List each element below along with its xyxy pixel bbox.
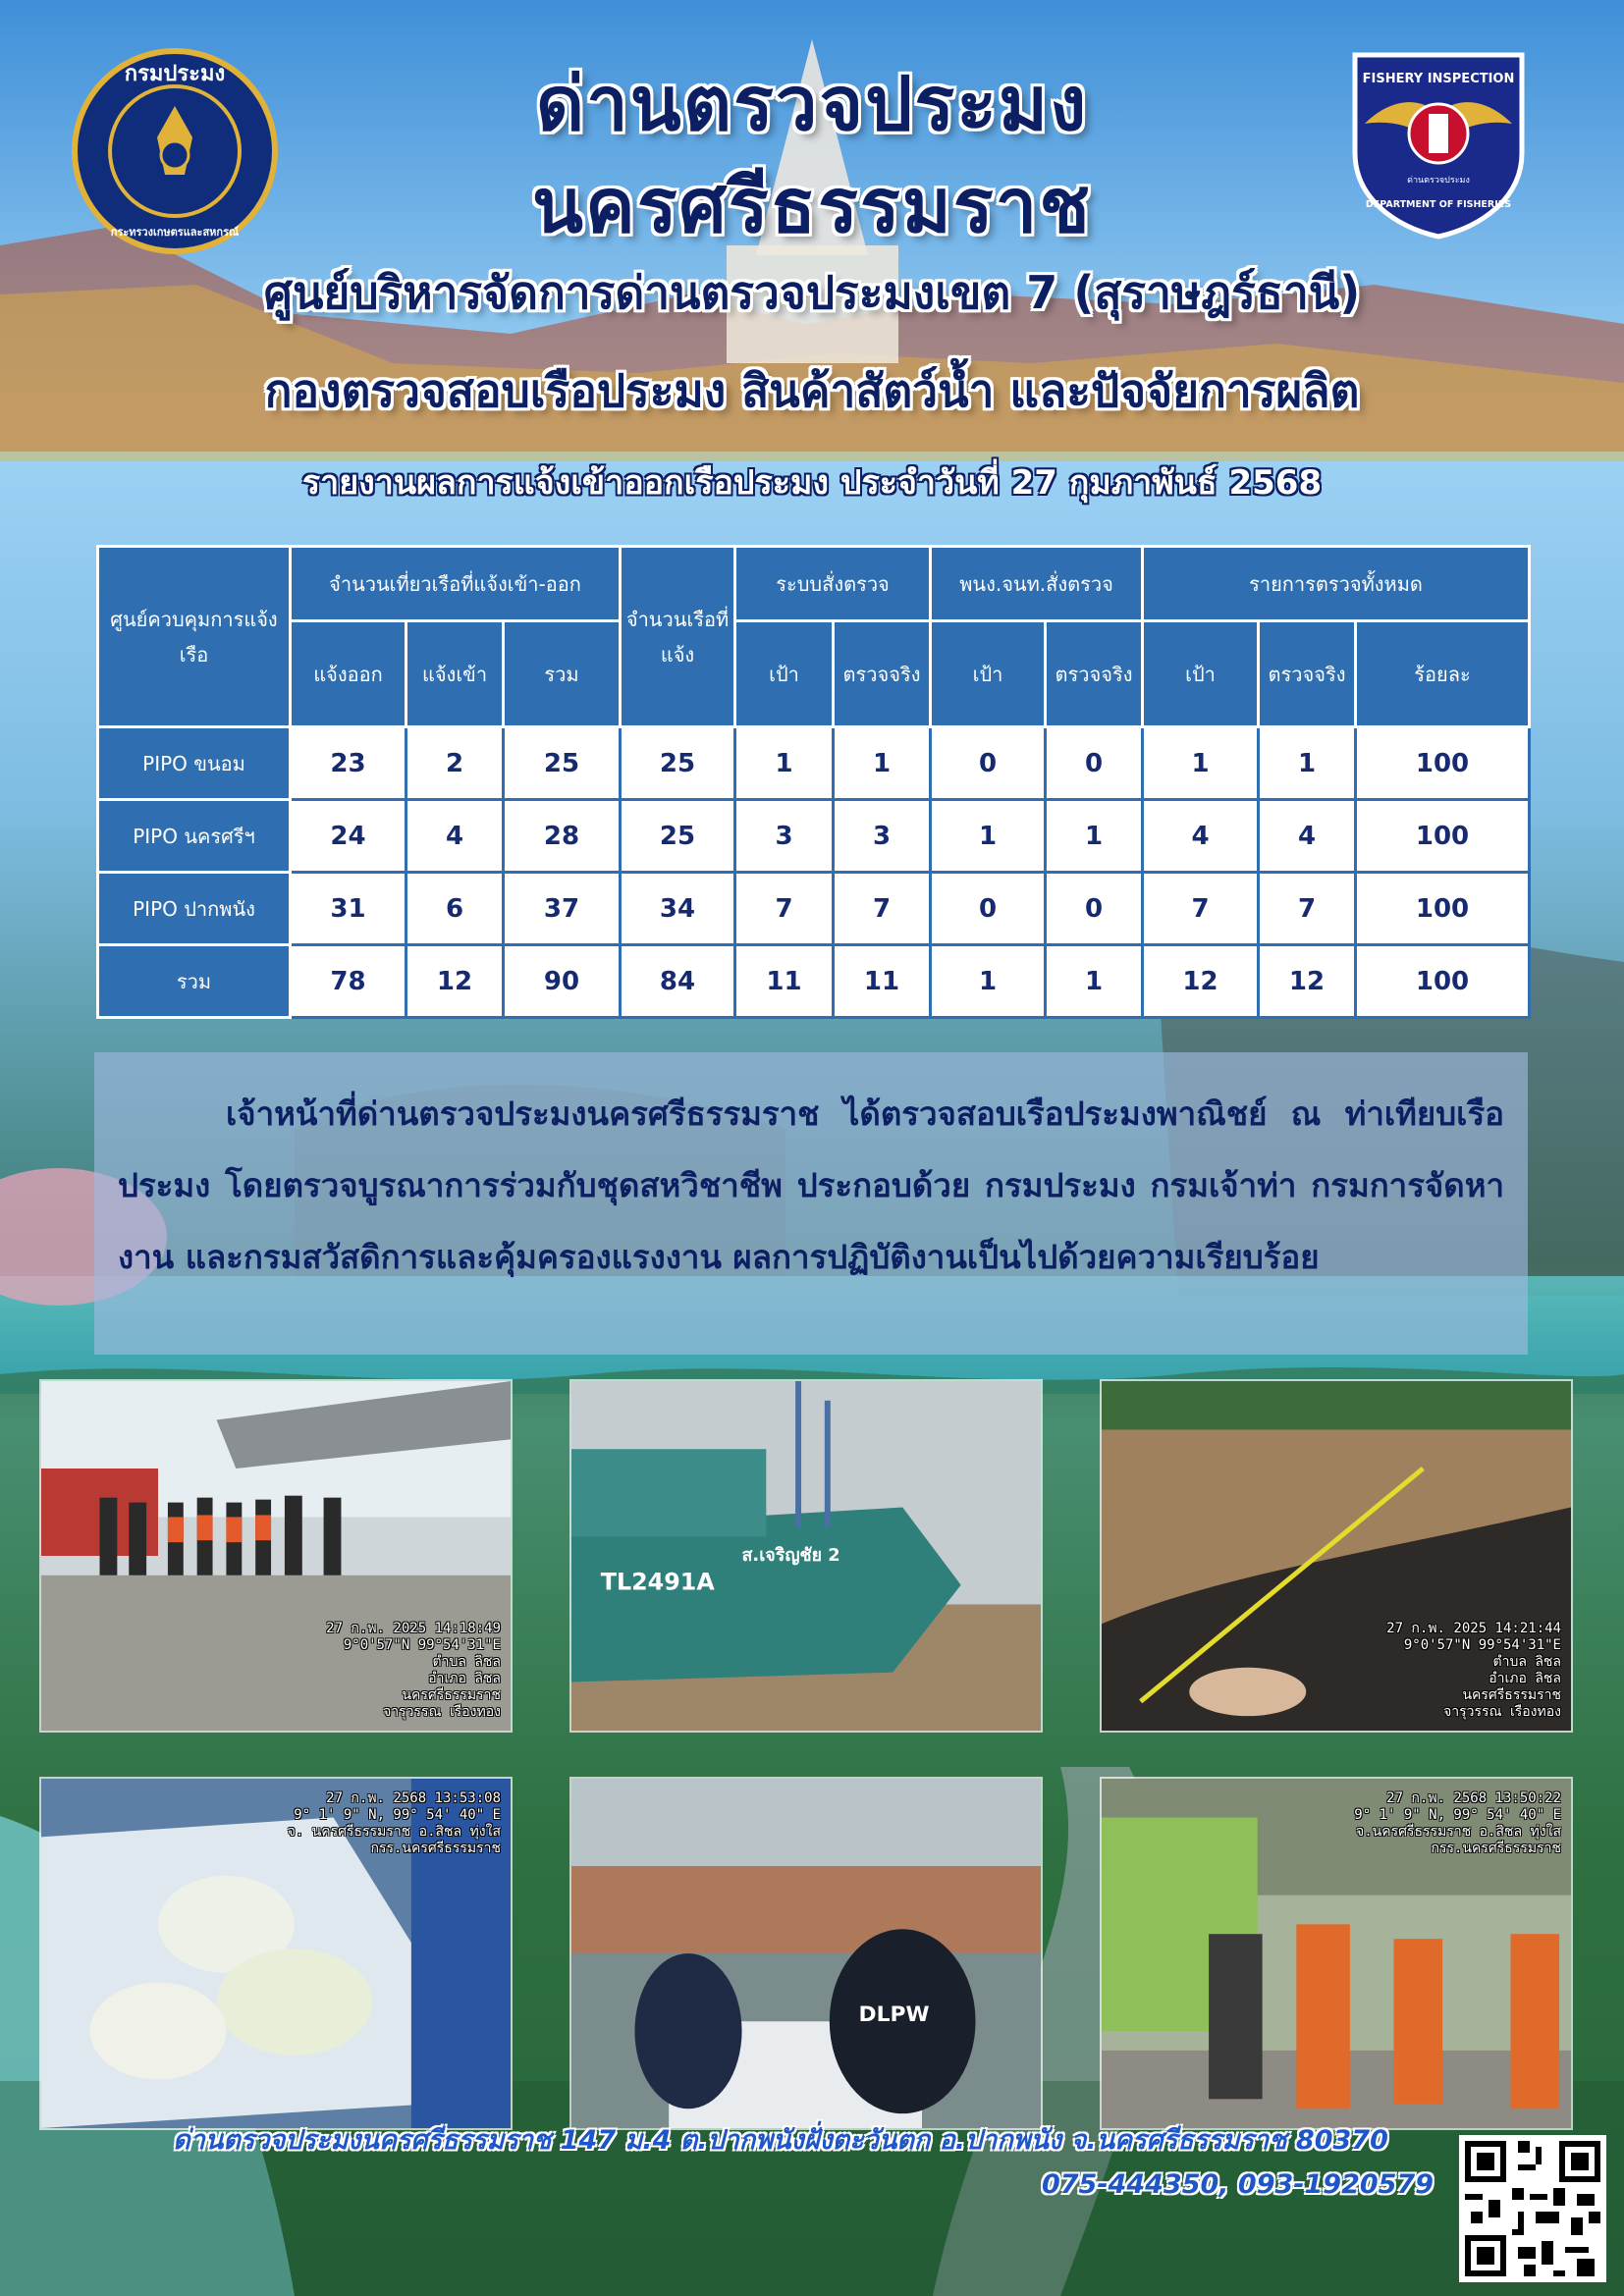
cell-in: 12 <box>406 945 504 1018</box>
cell-all-actual: 1 <box>1259 727 1356 800</box>
cell-sum: 90 <box>504 945 621 1018</box>
cell-sum: 28 <box>504 800 621 873</box>
cell-boats: 25 <box>621 727 735 800</box>
report-title: รายงานผลการแจ้งเข้าออกเรือประมง ประจำวันที่ 27 กุมภาพันธ์ 2568 <box>301 463 1323 503</box>
photo-fishing-boat <box>569 1379 1043 1733</box>
row-label: PIPO นครศรีฯ <box>98 800 291 873</box>
photo-1-timestamp: 27 ก.พ. 2025 14:18:49 9°0'57"N 99°54'31"E ตำบล ลิชล อำเภอ ลิชล นครศรีธรรมราช จารุวรรณ เรืองทอง <box>326 1621 501 1720</box>
photo-3-timestamp: 27 ก.พ. 2025 14:21:44 9°0'57"N 99°54'31"E ตำบล ลิชล อำเภอ ลิชล นครศรีธรรมราช จารุวรรณ เรืองทอง <box>1386 1621 1561 1720</box>
subtitle-line-2: กองตรวจสอบเรือประมง สินค้าสัตว์น้ำ และปัจจัยการผลิต <box>264 364 1360 417</box>
cell-percent: 100 <box>1356 945 1530 1018</box>
cell-off-target: 0 <box>931 727 1046 800</box>
cell-in: 2 <box>406 727 504 800</box>
cell-boats: 25 <box>621 800 735 873</box>
photo-team-at-pier <box>39 1379 513 1733</box>
cell-all-target: 1 <box>1143 727 1259 800</box>
cell-sys-target: 1 <box>735 727 834 800</box>
cell-off-actual: 0 <box>1046 727 1143 800</box>
header-out: แจ้งออก <box>291 621 406 727</box>
cell-sys-actual: 3 <box>834 800 931 873</box>
header-all-target: เป้า <box>1143 621 1259 727</box>
photo-fishing-nets <box>1100 1379 1573 1733</box>
cell-sys-target: 11 <box>735 945 834 1018</box>
cell-in: 4 <box>406 800 504 873</box>
table-row <box>98 727 1530 800</box>
footer-phone: 075-444350, 093-1920579 <box>1041 2169 1434 2200</box>
logo-left-bottom-text: กระทรวงเกษตรและสหกรณ์ <box>110 226 240 239</box>
header-sys-target: เป้า <box>735 621 834 727</box>
header-officer-inspection: พนง.จนท.สั่งตรวจ <box>931 547 1143 621</box>
cell-off-target: 1 <box>931 945 1046 1018</box>
cell-percent: 100 <box>1356 873 1530 945</box>
header-sum: รวม <box>504 621 621 727</box>
photo-catch-cooler <box>39 1777 513 2130</box>
cell-off-actual: 1 <box>1046 800 1143 873</box>
row-label: PIPO ปากพนัง <box>98 873 291 945</box>
cell-all-target: 12 <box>1143 945 1259 1018</box>
cell-sum: 37 <box>504 873 621 945</box>
cell-out: 23 <box>291 727 406 800</box>
photo-2-boat-name: ส.เจริญชัย 2 <box>741 1544 840 1566</box>
qr-code-icon <box>1459 2135 1606 2282</box>
cell-off-target: 1 <box>931 800 1046 873</box>
page-title-line-2: นครศรีธรรมราช <box>532 162 1092 249</box>
summary-paragraph: เจ้าหน้าที่ด่านตรวจประมงนครศรีธรรมราช ได้ตรวจสอบเรือประมงพาณิชย์ ณ ท่าเทียบเรือประมง โดยตรวจบูรณาการร่วมกับชุดสหวิชาชีพ ประกอบด้วย กรมประมง กรมเจ้าท่า กรมการจัดหางาน และกรมสวัสดิการและคุ้มครองแรงงาน ผลการปฏิบัติงานเป็นไปด้วยความเรียบร้อย <box>118 1095 1504 1276</box>
cell-out: 24 <box>291 800 406 873</box>
cell-sum: 25 <box>504 727 621 800</box>
cell-all-target: 4 <box>1143 800 1259 873</box>
logo-right-bottom-text: DEPARTMENT OF FISHERIES <box>1365 199 1512 210</box>
cell-percent: 100 <box>1356 727 1530 800</box>
photo-2-hull-number: TL2491A <box>600 1568 715 1596</box>
boat-report-table <box>96 545 1531 1019</box>
cell-sys-target: 7 <box>735 873 834 945</box>
logo-right-top-text: FISHERY INSPECTION <box>1362 72 1515 86</box>
header-percent: ร้อยละ <box>1356 621 1530 727</box>
logo-right-center-text: ด่านตรวจประมง <box>1407 176 1470 186</box>
header-in: แจ้งเข้า <box>406 621 504 727</box>
cell-off-actual: 0 <box>1046 873 1143 945</box>
table-row <box>98 873 1530 945</box>
header-all-inspections: รายการตรวจทั้งหมด <box>1143 547 1530 621</box>
cell-boats: 84 <box>621 945 735 1018</box>
cell-all-target: 7 <box>1143 873 1259 945</box>
cell-off-target: 0 <box>931 873 1046 945</box>
boat-report-table-container <box>96 545 1528 1018</box>
cell-all-actual: 4 <box>1259 800 1356 873</box>
row-label: PIPO ขนอม <box>98 727 291 800</box>
header-boats: จำนวนเรือที่แจ้ง <box>621 547 735 727</box>
page-title-line-1: ด่านตรวจประมง <box>535 60 1089 147</box>
subtitle-line-1: ศูนย์บริหารจัดการด่านตรวจประมงเขต 7 (สุราษฎร์ธานี) <box>263 266 1361 319</box>
cell-percent: 100 <box>1356 800 1530 873</box>
cell-sys-target: 3 <box>735 800 834 873</box>
photo-crew-inspection <box>1100 1777 1573 2130</box>
cell-out: 31 <box>291 873 406 945</box>
cell-sys-actual: 11 <box>834 945 931 1018</box>
cell-boats: 34 <box>621 873 735 945</box>
cell-all-actual: 7 <box>1259 873 1356 945</box>
header-off-actual: ตรวจจริง <box>1046 621 1143 727</box>
logo-left-top-text: กรมประมง <box>124 62 226 86</box>
cell-in: 6 <box>406 873 504 945</box>
photo-5-vest-text: DLPW <box>858 2002 930 2028</box>
cell-sys-actual: 7 <box>834 873 931 945</box>
photo-document-check <box>569 1777 1043 2130</box>
cell-all-actual: 12 <box>1259 945 1356 1018</box>
row-label: รวม <box>98 945 291 1018</box>
header-all-actual: ตรวจจริง <box>1259 621 1356 727</box>
summary-box <box>94 1052 1528 1355</box>
header-trips: จำนวนเที่ยวเรือที่แจ้งเข้า-ออก <box>291 547 621 621</box>
table-total-row <box>98 945 1530 1018</box>
photo-4-timestamp: 27 ก.พ. 2568 13:53:08 9° 1' 9" N, 99° 54' 40" E จ. นครศรีธรรมราช อ.สิชล ทุ่งใส กรร.นครศรีธรรมราช <box>287 1790 501 1856</box>
header-center: ศูนย์ควบคุมการแจ้งเรือ <box>98 547 291 727</box>
table-row <box>98 800 1530 873</box>
cell-off-actual: 1 <box>1046 945 1143 1018</box>
header-system-inspection: ระบบสั่งตรวจ <box>735 547 931 621</box>
footer-address: ด่านตรวจประมงนครศรีธรรมราช 147 ม.4 ต.ปากพนังฝั่งตะวันตก อ.ปากพนัง จ.นครศรีธรรมราช 80370 <box>173 2125 1388 2156</box>
cell-out: 78 <box>291 945 406 1018</box>
cell-sys-actual: 1 <box>834 727 931 800</box>
photo-6-timestamp: 27 ก.พ. 2568 13:50:22 9° 1' 9" N, 99° 54' 40" E จ.นครศรีธรรมราช อ.สิชล ทุ่งใส กรร.นครศรีธรรมราช <box>1354 1790 1561 1856</box>
header-off-target: เป้า <box>931 621 1046 727</box>
header-sys-actual: ตรวจจริง <box>834 621 931 727</box>
